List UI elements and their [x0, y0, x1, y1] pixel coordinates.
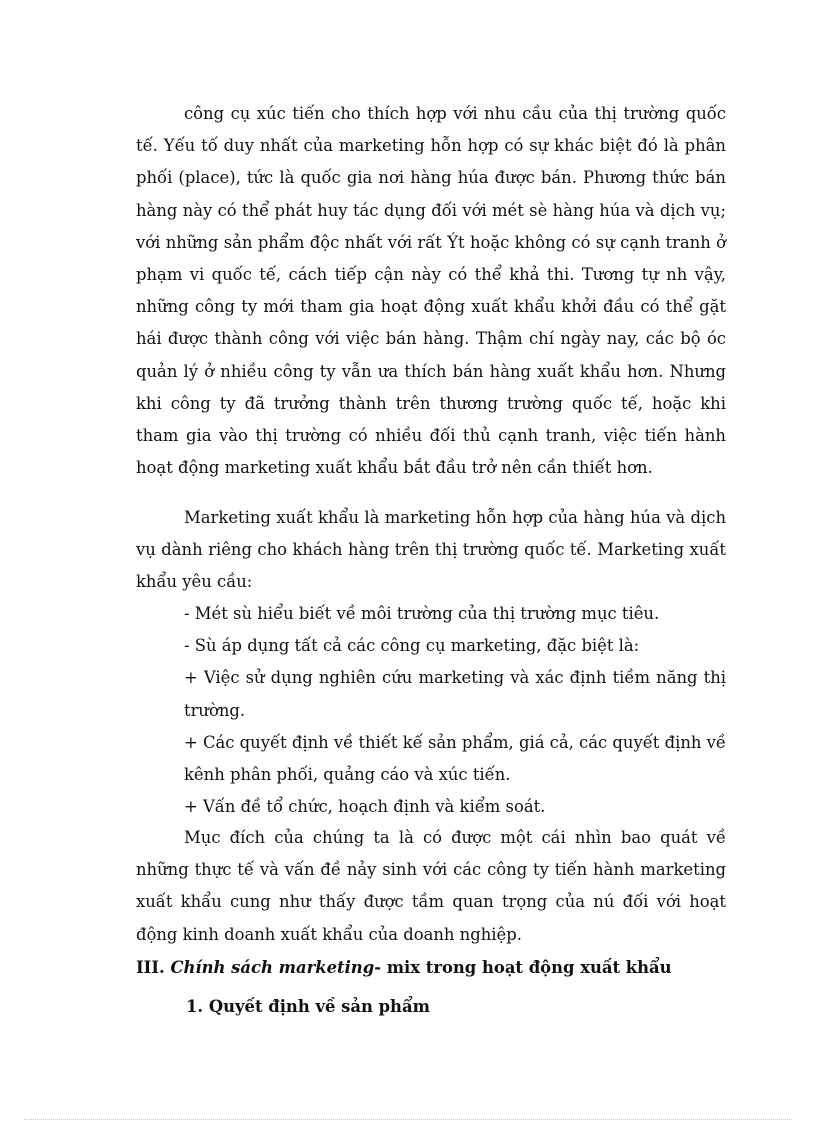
paragraph-text: Mục đích của chúng ta là có được một cái nhìn bao quát về những thực tế và vấn đề nảy sinh với các công ty tiến hành marketing xuất khẩu cung như thấy được tầm quan trọng của nú đối với hoạt động kinh doanh xuất khẩu của doanh nghiệp.: [136, 828, 726, 944]
paragraph-text: Marketing xuất khẩu là marketing hỗn hợp của hàng húa và dịch vụ dành riêng cho khách hàng trên thị trường quốc tế. Marketing xuất khẩu yêu cầu:: [136, 508, 726, 592]
body-paragraph-1: [136, 98, 726, 484]
body-paragraph-2: [136, 502, 726, 599]
body-paragraph-3: [136, 822, 726, 951]
list-item: + Việc sử dụng nghiên cứu marketing và xác định tiềm năng thị trường.: [184, 668, 726, 720]
paragraph-text: công cụ xúc tiến cho thích hợp với nhu cầu của thị trường quốc tế. Yếu tố duy nhất của marketing hỗn hợp có sự khác biệt đó là phân phối (place), tức là quốc gia nơi hàng húa được bán. Phương thức bán hàng này có thể phát huy tác dụng đối với mét sè hàng húa và dịch vụ; với những sản phẩm độc nhất với rất Ýt hoặc không có sự cạnh tranh ở phạm vi quốc tế, cách tiếp cận này có thể khả thi. Tương tự nh vậy, những công ty mới tham gia hoạt động xuất khẩu khởi đầu có thể gặt hái được thành công với việc bán hàng. Thậm chí ngày nay, các bộ óc quản lý ở nhiều công ty vẫn ưa thích bán hàng xuất khẩu hơn. Nhưng khi công ty đã trưởng thành trên thương trường quốc tế, hoặc khi tham gia vào thị trường có nhiều đối thủ cạnh tranh, việc tiến hành hoạt động marketing xuất khẩu bắt đầu trở nên cần thiết hơn.: [136, 104, 726, 478]
list-item: - Mét sù hiểu biết về môi trường của thị trường mục tiêu.: [184, 604, 660, 623]
section-number: III.: [136, 958, 165, 977]
list-item: + Các quyết định về thiết kế sản phẩm, giá cả, các quyết định về kênh phân phối, quảng cáo và xúc tiến.: [184, 732, 726, 785]
requirements-list: [136, 598, 726, 823]
list-item: + Vấn đề tổ chức, hoạch định và kiểm soát.: [184, 797, 546, 817]
list-item: - Sù áp dụng tất cả các công cụ marketing, đặc biệt là:: [184, 636, 640, 656]
page-bottom-rule: [24, 1119, 792, 1120]
section-heading: [136, 952, 672, 984]
sub-heading: 1. Quyết định về sản phẩm: [186, 997, 430, 1016]
section-title-italic: Chính sách marketing: [170, 958, 375, 977]
section-title-rest: - mix trong hoạt động xuất khẩu: [374, 958, 672, 977]
